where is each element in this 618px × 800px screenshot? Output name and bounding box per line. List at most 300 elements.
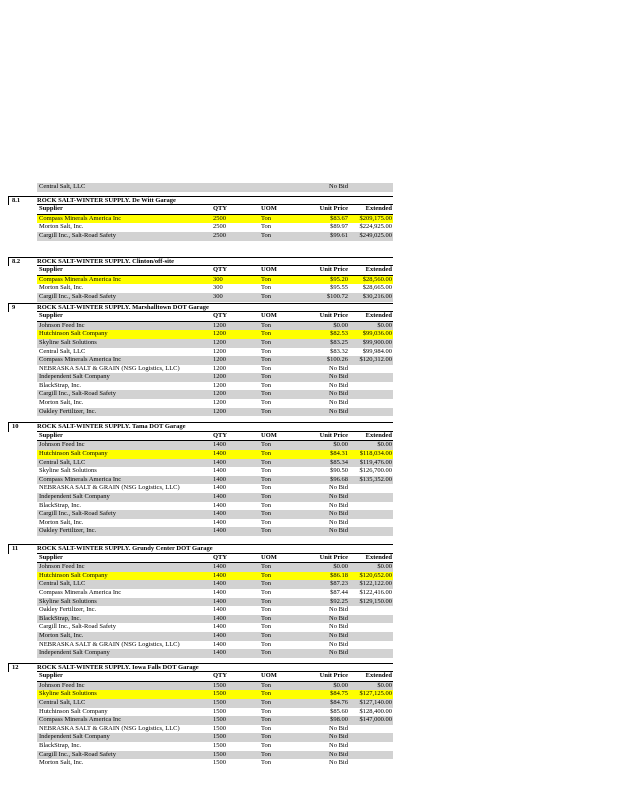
- qty-cell: 1400: [213, 588, 226, 596]
- section-header: [8, 544, 393, 554]
- column-header-qty: QTY: [213, 431, 228, 439]
- uom-cell: Ton: [261, 292, 272, 300]
- qty-cell: 1500: [213, 716, 226, 724]
- qty-cell: 1400: [213, 606, 226, 614]
- unit-price-cell: $86.18: [330, 571, 348, 579]
- unit-price-cell: $89.97: [330, 223, 348, 231]
- table-row: [37, 399, 393, 408]
- supplier-cell: Oakley Fertilizer, Inc.: [39, 527, 97, 535]
- bid-table: [37, 554, 393, 658]
- table-row: [37, 690, 393, 699]
- qty-cell: 1400: [213, 580, 226, 588]
- column-header-supplier: Supplier: [39, 553, 63, 561]
- qty-cell: 2500: [213, 214, 226, 222]
- qty-cell: 1400: [213, 450, 226, 458]
- uom-cell: Ton: [261, 493, 272, 500]
- extended-cell: $147,000.00: [359, 716, 392, 724]
- qty-cell: 1500: [213, 724, 226, 732]
- bid-section-8.2: [8, 257, 393, 302]
- qty-cell: 1400: [213, 631, 226, 639]
- table-row: [37, 502, 393, 511]
- table-row: [37, 716, 393, 725]
- qty-cell: 1400: [213, 563, 226, 571]
- section-number: 10: [8, 423, 37, 432]
- extended-cell: $209,175.00: [359, 214, 392, 222]
- uom-cell: Ton: [261, 381, 272, 389]
- qty-cell: 1200: [213, 399, 226, 407]
- extended-cell: $128,400.00: [359, 707, 392, 715]
- unit-price-cell: No Bid: [329, 510, 348, 518]
- previous-section-tail-table: [37, 183, 393, 192]
- qty-cell: 1400: [213, 458, 226, 466]
- table-row: [37, 632, 393, 641]
- bid-sections: [8, 196, 393, 768]
- qty-cell: 1400: [213, 527, 226, 535]
- uom-cell: Ton: [261, 681, 272, 689]
- qty-cell: 1400: [213, 501, 226, 509]
- uom-cell: Ton: [261, 597, 272, 605]
- unit-price-cell: No Bid: [329, 381, 348, 389]
- table-row: [37, 708, 393, 717]
- unit-price-cell: No Bid: [329, 399, 348, 407]
- extended-cell: $127,125.00: [359, 690, 392, 698]
- table-row: [37, 450, 393, 459]
- uom-cell: Ton: [261, 623, 272, 631]
- qty-cell: 300: [213, 292, 223, 300]
- table-row: [37, 527, 393, 536]
- unit-price-cell: $90.50: [330, 467, 348, 475]
- unit-price-cell: No Bid: [329, 724, 348, 732]
- unit-price-cell: $83.25: [330, 338, 348, 346]
- unit-price-cell: $0.00: [333, 563, 348, 571]
- supplier-cell: Oakley Fertilizer, Inc.: [39, 407, 97, 415]
- supplier-cell: BlackStrap, Inc.: [39, 742, 82, 750]
- extended-cell: $99,900.00: [362, 338, 392, 346]
- table-row: [37, 322, 393, 331]
- uom-cell: Ton: [261, 356, 272, 364]
- bid-section-12: [8, 663, 393, 768]
- bid-section-10: [8, 422, 393, 536]
- uom-cell: Ton: [261, 571, 272, 579]
- table-row: [37, 183, 393, 192]
- table-row: [37, 223, 393, 232]
- table-row: [37, 459, 393, 468]
- uom-cell: Ton: [261, 475, 272, 483]
- table-row: [37, 563, 393, 572]
- supplier-cell: BlackStrap, Inc.: [39, 614, 82, 622]
- table-row: [37, 330, 393, 339]
- qty-cell: 2500: [213, 223, 226, 231]
- section-title: ROCK SALT-WINTER SUPPLY. Clinton/off-site: [37, 258, 393, 267]
- table-header-row: [37, 432, 393, 442]
- column-header-extended: Extended: [365, 266, 392, 274]
- qty-cell: 1200: [213, 330, 226, 338]
- table-row: [37, 759, 393, 768]
- column-header-supplier: Supplier: [39, 672, 63, 680]
- column-header-extended: Extended: [365, 672, 392, 680]
- qty-cell: 1400: [213, 623, 226, 631]
- unit-price-cell: $84.75: [330, 690, 348, 698]
- unit-price-cell: $87.44: [330, 588, 348, 596]
- section-header: [8, 422, 393, 432]
- qty-cell: 1400: [213, 475, 226, 483]
- uom-cell: Ton: [261, 588, 272, 596]
- unit-price-cell: No Bid: [329, 759, 348, 767]
- uom-cell: Ton: [261, 407, 272, 415]
- qty-cell: 1500: [213, 681, 226, 689]
- supplier-cell: Compass Minerals America Inc: [39, 716, 122, 724]
- column-header-uom: UOM: [261, 312, 277, 320]
- supplier-cell: Morton Salt, Inc.: [39, 399, 84, 407]
- unit-price-cell: $98.00: [330, 716, 348, 724]
- column-header-extended: Extended: [365, 312, 392, 320]
- table-row: [37, 215, 393, 224]
- extended-cell: $0.00: [377, 321, 392, 329]
- column-header-extended: Extended: [365, 205, 392, 213]
- supplier-cell: NEBRASKA SALT & GRAIN (NSG Logistics, LLC): [39, 364, 180, 372]
- supplier-cell: Hutchinson Salt Company: [39, 450, 108, 458]
- uom-cell: Ton: [261, 467, 272, 475]
- column-header-unit-price: Unit Price: [319, 672, 348, 680]
- qty-cell: 1500: [213, 707, 226, 715]
- section-title: ROCK SALT-WINTER SUPPLY. Tama DOT Garage: [37, 423, 393, 432]
- table-header-row: [37, 205, 393, 215]
- table-row: [37, 510, 393, 519]
- section-header: [8, 257, 393, 267]
- uom-cell: Ton: [261, 742, 272, 750]
- unit-price-cell: $99.61: [330, 231, 348, 239]
- table-row: [37, 742, 393, 751]
- uom-cell: Ton: [261, 223, 272, 231]
- supplier-cell: Skyline Salt Solutions: [39, 690, 97, 698]
- qty-cell: 1500: [213, 699, 226, 707]
- table-row: [37, 293, 393, 302]
- section-title: ROCK SALT-WINTER SUPPLY. De Witt Garage: [37, 197, 393, 206]
- extended-cell: $28,560.00: [362, 275, 392, 283]
- column-header-uom: UOM: [261, 266, 277, 274]
- uom-cell: Ton: [261, 510, 272, 518]
- table-row: [37, 408, 393, 417]
- extended-cell: $120,312.00: [359, 356, 392, 364]
- section-number: 11: [8, 545, 37, 554]
- table-row: [37, 348, 393, 357]
- unit-price-cell: $0.00: [333, 441, 348, 449]
- uom-cell: Ton: [261, 338, 272, 346]
- uom-cell: Ton: [261, 724, 272, 732]
- uom-cell: Ton: [261, 214, 272, 222]
- table-row: [37, 606, 393, 615]
- table-row: [37, 615, 393, 624]
- table-row: [37, 733, 393, 742]
- qty-cell: 1200: [213, 373, 226, 381]
- uom-cell: Ton: [261, 231, 272, 239]
- qty-cell: 1400: [213, 640, 226, 648]
- unit-price-cell: $83.67: [330, 214, 348, 222]
- qty-cell: 1200: [213, 407, 226, 415]
- unit-price-cell: No Bid: [329, 631, 348, 639]
- uom-cell: Ton: [261, 275, 272, 283]
- qty-cell: 1400: [213, 614, 226, 622]
- supplier-cell: Johnson Feed Inc: [39, 681, 85, 689]
- uom-cell: Ton: [261, 347, 272, 355]
- table-row: [37, 580, 393, 589]
- qty-cell: 300: [213, 284, 223, 292]
- supplier-cell: Hutchinson Salt Company: [39, 330, 108, 338]
- unit-price-cell: No Bid: [329, 640, 348, 648]
- table-header-row: [37, 554, 393, 564]
- unit-price-cell: $84.31: [330, 450, 348, 458]
- unit-price-cell: No Bid: [329, 606, 348, 614]
- section-title: ROCK SALT-WINTER SUPPLY. Grundy Center DOT Garage: [37, 545, 393, 554]
- qty-cell: 1500: [213, 750, 226, 758]
- column-header-supplier: Supplier: [39, 312, 63, 320]
- table-row: [37, 519, 393, 528]
- table-row: [37, 382, 393, 391]
- column-header-qty: QTY: [213, 266, 228, 274]
- bid-table: [37, 266, 393, 301]
- extended-cell: $129,150.00: [359, 597, 392, 605]
- uom-cell: Ton: [261, 441, 272, 449]
- column-header-uom: UOM: [261, 205, 277, 213]
- bid-table: [37, 432, 393, 536]
- table-row: [37, 339, 393, 348]
- supplier-cell: Cargill Inc., Salt-Road Safety: [39, 231, 116, 239]
- qty-cell: 1400: [213, 467, 226, 475]
- unit-price-cell: $84.76: [330, 699, 348, 707]
- section-number: 8.1: [8, 197, 37, 206]
- unit-price-cell: No Bid: [329, 390, 348, 398]
- section-title: ROCK SALT-WINTER SUPPLY. Iowa Falls DOT Garage: [37, 664, 393, 673]
- supplier-cell: Morton Salt, Inc.: [39, 759, 84, 767]
- section-header: [8, 303, 393, 313]
- extended-cell: $0.00: [377, 441, 392, 449]
- unit-price-cell: $96.68: [330, 475, 348, 483]
- unit-price-cell: No Bid: [329, 527, 348, 535]
- extended-cell: $28,665.00: [362, 284, 392, 292]
- table-row: [37, 589, 393, 598]
- extended-cell: $135,352.00: [359, 475, 392, 483]
- uom-cell: Ton: [261, 390, 272, 398]
- uom-cell: Ton: [261, 606, 272, 614]
- table-row: [37, 390, 393, 399]
- table-row: [37, 493, 393, 502]
- uom-cell: Ton: [261, 614, 272, 622]
- column-header-unit-price: Unit Price: [319, 431, 348, 439]
- supplier-cell: NEBRASKA SALT & GRAIN (NSG Logistics, LLC): [39, 484, 180, 492]
- uom-cell: Ton: [261, 640, 272, 648]
- column-header-qty: QTY: [213, 205, 228, 213]
- unit-price-cell: No Bid: [329, 501, 348, 509]
- column-header-uom: UOM: [261, 553, 277, 561]
- unit-price-cell: $100.26: [326, 356, 348, 364]
- table-row: [37, 284, 393, 293]
- column-header-unit-price: Unit Price: [319, 312, 348, 320]
- qty-cell: 2500: [213, 231, 226, 239]
- unit-price-cell: $0.00: [333, 681, 348, 689]
- extended-cell: $122,122.00: [359, 580, 392, 588]
- uom-cell: Ton: [261, 750, 272, 758]
- extended-cell: $99,036.00: [362, 330, 392, 338]
- extended-cell: $0.00: [377, 563, 392, 571]
- uom-cell: Ton: [261, 330, 272, 338]
- unit-price-cell: No Bid: [329, 614, 348, 622]
- supplier-cell: Skyline Salt Solutions: [39, 467, 97, 475]
- table-row: [37, 356, 393, 365]
- extended-cell: $120,652.00: [359, 571, 392, 579]
- unit-price-cell: No Bid: [329, 733, 348, 741]
- supplier-cell: Cargill Inc., Salt-Road Safety: [39, 390, 116, 398]
- table-row: [37, 623, 393, 632]
- supplier-cell: Central Salt, LLC: [39, 699, 86, 707]
- qty-cell: 1400: [213, 441, 226, 449]
- table-row: [37, 598, 393, 607]
- unit-price-cell: No Bid: [329, 407, 348, 415]
- supplier-cell: Compass Minerals America Inc: [39, 214, 122, 222]
- bid-table: [37, 312, 393, 416]
- unit-price-cell: $87.23: [330, 580, 348, 588]
- section-number: 12: [8, 664, 37, 673]
- extended-cell: $122,416.00: [359, 588, 392, 596]
- column-header-supplier: Supplier: [39, 205, 63, 213]
- column-header-qty: QTY: [213, 672, 228, 680]
- column-header-unit-price: Unit Price: [319, 266, 348, 274]
- table-row: [37, 232, 393, 241]
- table-row: [37, 476, 393, 485]
- column-header-qty: QTY: [213, 553, 228, 561]
- table-row: [37, 441, 393, 450]
- column-header-extended: Extended: [365, 553, 392, 561]
- qty-cell: 1400: [213, 510, 226, 518]
- uom-cell: Ton: [261, 373, 272, 381]
- supplier-cell: Independent Salt Company: [39, 373, 110, 381]
- bid-table: [37, 205, 393, 240]
- column-header-supplier: Supplier: [39, 266, 63, 274]
- section-title: ROCK SALT-WINTER SUPPLY. Marshalltown DOT Garage: [37, 304, 393, 313]
- qty-cell: 1500: [213, 733, 226, 741]
- supplier-cell: Central Salt, LLC: [39, 183, 86, 190]
- supplier-cell: Morton Salt, Inc.: [39, 223, 84, 231]
- uom-cell: Ton: [261, 580, 272, 588]
- qty-cell: 1500: [213, 759, 226, 767]
- supplier-cell: Johnson Feed Inc: [39, 321, 85, 329]
- unit-price-cell: No Bid: [329, 649, 348, 657]
- supplier-cell: Compass Minerals America Inc: [39, 356, 122, 364]
- supplier-cell: Cargill Inc., Salt-Road Safety: [39, 510, 116, 518]
- uom-cell: Ton: [261, 707, 272, 715]
- unit-price-cell: No Bid: [329, 183, 348, 190]
- uom-cell: Ton: [261, 716, 272, 724]
- unit-price-cell: No Bid: [329, 373, 348, 381]
- uom-cell: Ton: [261, 649, 272, 657]
- extended-cell: $99,984.00: [362, 347, 392, 355]
- unit-price-cell: $100.72: [326, 292, 348, 300]
- table-row: [37, 484, 393, 493]
- unit-price-cell: $82.53: [330, 330, 348, 338]
- supplier-cell: Oakley Fertilizer, Inc.: [39, 606, 97, 614]
- extended-cell: $0.00: [377, 681, 392, 689]
- bid-table: [37, 672, 393, 768]
- qty-cell: 1200: [213, 338, 226, 346]
- table-row: [37, 649, 393, 658]
- supplier-cell: Independent Salt Company: [39, 493, 110, 500]
- supplier-cell: Central Salt, LLC: [39, 458, 86, 466]
- supplier-cell: Central Salt, LLC: [39, 347, 86, 355]
- unit-price-cell: No Bid: [329, 623, 348, 631]
- uom-cell: Ton: [261, 321, 272, 329]
- qty-cell: 1400: [213, 649, 226, 657]
- supplier-cell: Cargill Inc., Salt-Road Safety: [39, 750, 116, 758]
- supplier-cell: NEBRASKA SALT & GRAIN (NSG Logistics, LLC): [39, 724, 180, 732]
- supplier-cell: Independent Salt Company: [39, 649, 110, 657]
- column-header-supplier: Supplier: [39, 431, 63, 439]
- uom-cell: Ton: [261, 501, 272, 509]
- unit-price-cell: No Bid: [329, 493, 348, 500]
- supplier-cell: Morton Salt, Inc.: [39, 284, 84, 292]
- uom-cell: Ton: [261, 690, 272, 698]
- unit-price-cell: No Bid: [329, 518, 348, 526]
- section-number: 9: [8, 304, 37, 313]
- uom-cell: Ton: [261, 699, 272, 707]
- extended-cell: $249,025.00: [359, 231, 392, 239]
- uom-cell: Ton: [261, 759, 272, 767]
- qty-cell: 1200: [213, 381, 226, 389]
- table-header-row: [37, 266, 393, 276]
- column-header-qty: QTY: [213, 312, 228, 320]
- uom-cell: Ton: [261, 284, 272, 292]
- bid-section-9: [8, 303, 393, 417]
- supplier-cell: Hutchinson Salt Company: [39, 707, 108, 715]
- uom-cell: Ton: [261, 563, 272, 571]
- unit-price-cell: No Bid: [329, 364, 348, 372]
- unit-price-cell: No Bid: [329, 750, 348, 758]
- qty-cell: 1200: [213, 321, 226, 329]
- unit-price-cell: $92.25: [330, 597, 348, 605]
- bid-section-8.1: [8, 196, 393, 241]
- qty-cell: 1500: [213, 742, 226, 750]
- extended-cell: $224,925.00: [359, 223, 392, 231]
- supplier-cell: BlackStrap, Inc.: [39, 381, 82, 389]
- qty-cell: 1200: [213, 364, 226, 372]
- supplier-cell: Cargill Inc., Salt-Road Safety: [39, 292, 116, 300]
- supplier-cell: Hutchinson Salt Company: [39, 571, 108, 579]
- qty-cell: 300: [213, 275, 223, 283]
- qty-cell: 1200: [213, 390, 226, 398]
- qty-cell: 1400: [213, 597, 226, 605]
- column-header-unit-price: Unit Price: [319, 205, 348, 213]
- table-header-row: [37, 312, 393, 322]
- unit-price-cell: $83.32: [330, 347, 348, 355]
- column-header-extended: Extended: [365, 431, 392, 439]
- supplier-cell: Compass Minerals America Inc: [39, 475, 122, 483]
- bid-section-11: [8, 544, 393, 658]
- unit-price-cell: $95.55: [330, 284, 348, 292]
- uom-cell: Ton: [261, 399, 272, 407]
- uom-cell: Ton: [261, 631, 272, 639]
- qty-cell: 1200: [213, 347, 226, 355]
- table-row: [37, 467, 393, 476]
- table-row: [37, 641, 393, 650]
- table-row: [37, 365, 393, 374]
- table-row: [37, 682, 393, 691]
- column-header-uom: UOM: [261, 431, 277, 439]
- uom-cell: Ton: [261, 364, 272, 372]
- supplier-cell: Morton Salt, Inc.: [39, 518, 84, 526]
- unit-price-cell: $85.60: [330, 707, 348, 715]
- table-row: [37, 572, 393, 581]
- column-header-uom: UOM: [261, 672, 277, 680]
- qty-cell: 1400: [213, 484, 226, 492]
- qty-cell: 1500: [213, 690, 226, 698]
